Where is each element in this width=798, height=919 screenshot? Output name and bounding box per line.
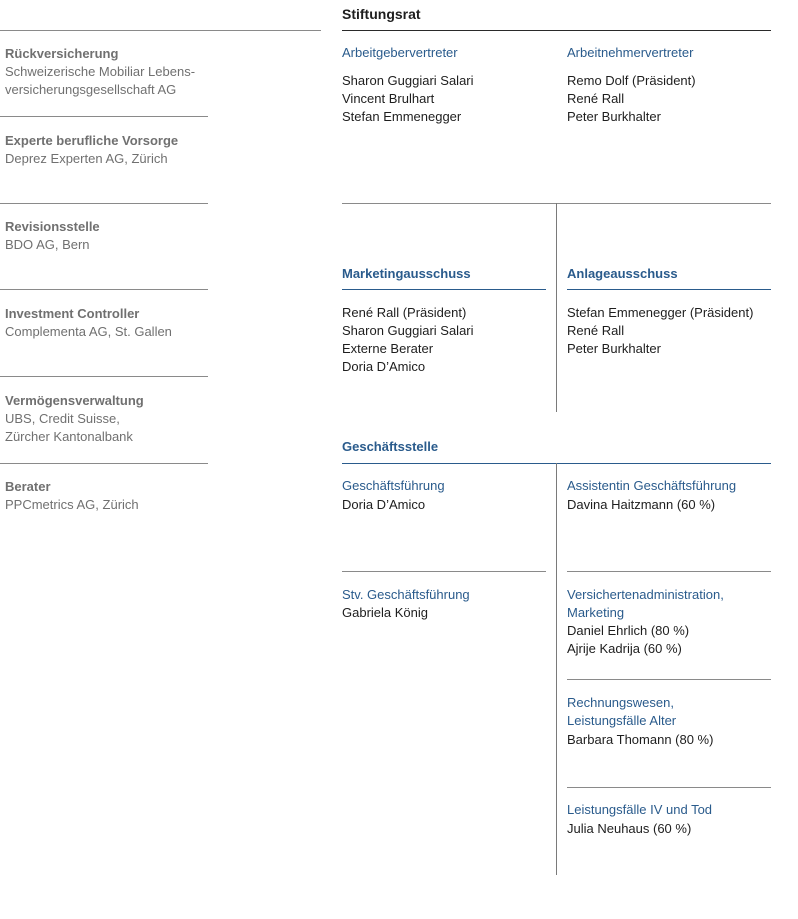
member-name: Sharon Guggiari Salari xyxy=(342,323,474,338)
versichertenadministration-title xyxy=(567,586,724,622)
member-name: Gabriela König xyxy=(342,605,428,620)
arbeitgebervertreter-list xyxy=(342,72,474,126)
member-name: René Rall xyxy=(567,91,625,106)
title-line: Rechnungswesen, xyxy=(567,695,674,710)
right-sub-divider xyxy=(567,571,771,572)
left-divider xyxy=(0,289,208,290)
arbeitnehmervertreter-list xyxy=(567,72,696,126)
info-title: Rückversicherung xyxy=(5,46,119,61)
member-name: Stefan Emmenegger (Präsident) xyxy=(567,305,754,320)
marketingausschuss-title: Marketingausschuss xyxy=(342,266,471,281)
member-name: Remo Dolf (Präsident) xyxy=(567,73,696,88)
member-name: Daniel Ehrlich (80 %) xyxy=(567,623,690,638)
info-line: BDO AG, Bern xyxy=(5,237,90,252)
member-name: Peter Burkhalter xyxy=(567,109,661,124)
right-sub-divider xyxy=(567,787,771,788)
info-line: Zürcher Kantonalbank xyxy=(5,429,133,444)
marketingausschuss-underline xyxy=(342,289,546,290)
right-sub-divider xyxy=(567,679,771,680)
left-divider xyxy=(0,116,208,117)
info-title: Investment Controller xyxy=(5,306,140,321)
member-name: René Rall xyxy=(567,323,625,338)
member-name: Julia Neuhaus (60 %) xyxy=(567,821,692,836)
member-name: René Rall (Präsident) xyxy=(342,305,467,320)
info-block-experte xyxy=(5,132,225,168)
geschaeftsfuehrung-title: Geschäftsführung xyxy=(342,478,445,493)
title-line: Versichertenadministration, xyxy=(567,587,724,602)
member-name: Doria D’Amico xyxy=(342,359,426,374)
leistungsfaelle-list xyxy=(567,820,691,838)
info-title: Experte berufliche Vorsorge xyxy=(5,133,179,148)
info-line: PPCmetrics AG, Zürich xyxy=(5,497,139,512)
rechnungswesen-title xyxy=(567,694,676,730)
stiftungsrat-heading: Stiftungsrat xyxy=(342,6,421,22)
anlageausschuss-list xyxy=(567,304,753,358)
member-name: Davina Haitzmann (60 %) xyxy=(567,497,716,512)
arbeitnehmervertreter-title: Arbeitnehmervertreter xyxy=(567,45,694,60)
assistentin-title: Assistentin Geschäftsführung xyxy=(567,478,737,493)
left-sub-divider xyxy=(342,571,546,572)
versichertenadministration-list xyxy=(567,622,689,658)
geschaeftsfuehrung-list xyxy=(342,496,425,514)
info-title: Vermögensverwaltung xyxy=(5,393,144,408)
geschaeftsstelle-vertical-divider xyxy=(556,463,557,875)
info-block-vermoegensverwaltung xyxy=(5,392,225,446)
ausschuss-vertical-divider xyxy=(556,203,557,412)
anlageausschuss-underline xyxy=(567,289,771,290)
marketingausschuss-list xyxy=(342,304,474,376)
rechnungswesen-list xyxy=(567,731,713,749)
member-name: Doria D’Amico xyxy=(342,497,426,512)
geschaeftsstelle-title: Geschäftsstelle xyxy=(342,439,439,454)
info-title: Berater xyxy=(5,479,51,494)
info-block-rueckversicherung xyxy=(5,45,225,99)
info-block-berater xyxy=(5,478,225,514)
info-title: Revisionsstelle xyxy=(5,219,100,234)
anlageausschuss-title: Anlageausschuss xyxy=(567,266,678,281)
member-name: Barbara Thomann (80 %) xyxy=(567,732,714,747)
info-line: UBS, Credit Suisse, xyxy=(5,411,120,426)
arbeitgebervertreter-title: Arbeitgebervertreter xyxy=(342,45,458,60)
leistungsfaelle-title: Leistungsfälle IV und Tod xyxy=(567,802,713,817)
left-divider xyxy=(0,376,208,377)
info-line: Deprez Experten AG, Zürich xyxy=(5,151,168,166)
title-line: Marketing xyxy=(567,605,625,620)
left-top-divider xyxy=(0,30,321,31)
info-block-revisionsstelle xyxy=(5,218,225,254)
member-name: Vincent Brulhart xyxy=(342,91,435,106)
member-name: Stefan Emmenegger xyxy=(342,109,462,124)
member-name: Externe Berater xyxy=(342,341,434,356)
info-line: Schweizerische Mobiliar Lebens- xyxy=(5,64,196,79)
left-divider xyxy=(0,203,208,204)
member-name: Peter Burkhalter xyxy=(567,341,661,356)
stiftungsrat-divider xyxy=(342,30,771,31)
stv-geschaeftsfuehrung-list xyxy=(342,604,428,622)
assistentin-list xyxy=(567,496,715,514)
stv-geschaeftsfuehrung-title: Stv. Geschäftsführung xyxy=(342,587,470,602)
title-line: Leistungsfälle Alter xyxy=(567,713,677,728)
left-divider xyxy=(0,463,208,464)
member-name: Sharon Guggiari Salari xyxy=(342,73,474,88)
info-block-investment-controller xyxy=(5,305,225,341)
info-line: versicherungsgesellschaft AG xyxy=(5,82,177,97)
info-line: Complementa AG, St. Gallen xyxy=(5,324,172,339)
member-name: Ajrije Kadrija (60 %) xyxy=(567,641,682,656)
